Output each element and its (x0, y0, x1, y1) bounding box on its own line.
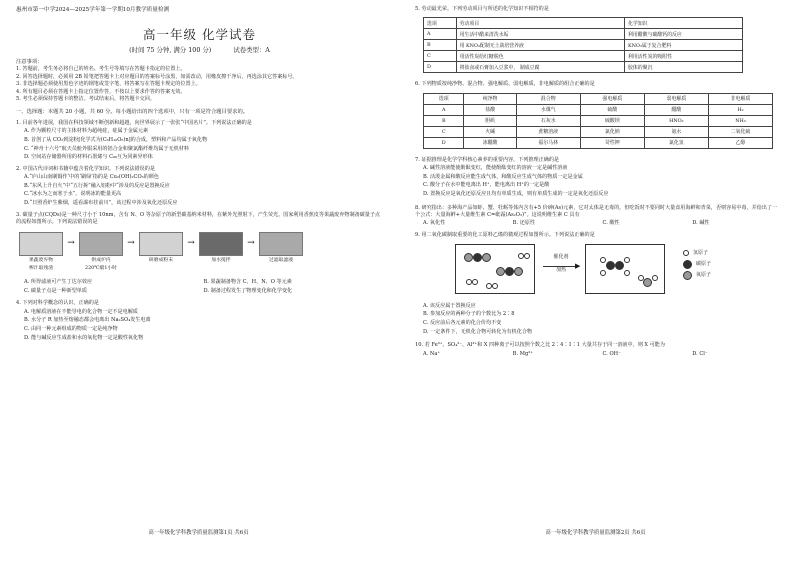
flow-step (136, 232, 186, 264)
option-b: B. 首创了从 CO₂到淀粉[化学式为(C₆H₁₀O₅)n]的合成，塑料和产品均属于氧化物 (24, 136, 208, 143)
carbon-atom-icon (606, 261, 615, 270)
note-item: 5. 考生必须保持答题卡的整洁。考试结束后，将答题卡交回。 (16, 96, 155, 103)
option-b: B. 果蔬制备物含 C、H、N、O 等元素 (203, 279, 292, 286)
arrow-right-icon: → (187, 238, 195, 249)
table-row (424, 62, 743, 73)
table-header: 强电解质 (580, 93, 644, 104)
table-row (424, 40, 743, 51)
table-cell: B (424, 115, 464, 126)
reactants-box (455, 244, 535, 294)
table-cell: 水煤气 (516, 104, 580, 115)
options-row (415, 219, 782, 228)
question-8 (415, 205, 782, 229)
oxygen-atom-icon (514, 267, 523, 276)
table-cell: C (424, 51, 457, 62)
option-b: B. Mg²⁺ (512, 350, 533, 357)
question-stem: 1. 目前各年进展，我国在科技领域不断创新和超越，向世界展示了一张张“中国名片”。下列说法正确的是 (16, 119, 252, 126)
flow-step-label: 加水搅拌 (211, 258, 231, 264)
arrow-right-icon: → (247, 238, 255, 249)
hydrogen-atom-icon (652, 275, 658, 281)
option-d: D. 一定条件下，无机化合物可转化为有机化合物 (423, 328, 533, 335)
option-b: B. 活泼金属和酸反应能生成气体，和酸反应生成气体的物质一定是金属 (423, 173, 583, 180)
flow-step-label: 研磨成粉末 (149, 258, 173, 264)
table-cell: D (424, 62, 457, 73)
table-header-row (424, 18, 743, 29)
filtrate-image (259, 232, 303, 256)
table-cell: 冰醋酸 (464, 137, 516, 148)
option-d: D. 碱性 (692, 220, 710, 227)
option-d: D.“日照香炉生紫烟，遥看瀑布挂前川”，该过程中涉及氧化还原反应 (24, 199, 178, 206)
question-10 (415, 342, 782, 358)
table-row (424, 137, 773, 148)
option-c: C.“冰水为之而寒于水”，说明冰的能量更高 (24, 191, 122, 198)
table-cell: 盐酸 (464, 104, 516, 115)
option-b: B. 参加反应的两种分子的个数比为 2∶8 (423, 311, 515, 318)
table-cell: 胆矾 (464, 115, 516, 126)
hydrogen-atom-icon (683, 250, 689, 256)
arrow-right-icon: → (127, 238, 135, 249)
fruit-waste-image (19, 232, 63, 256)
carbon-atom-icon (683, 260, 692, 269)
table-header: 弱电解质 (644, 93, 708, 104)
table-header: 混合物 (516, 93, 580, 104)
hydrogen-atom-icon (472, 279, 478, 285)
oxygen-atom-icon (482, 253, 491, 262)
table-cell: B (424, 40, 457, 51)
table-header: 选项 (424, 93, 464, 104)
carbon-atom-icon (473, 253, 482, 262)
table-cell: H₂ (708, 104, 772, 115)
table-header: 非电解质 (708, 93, 772, 104)
table-row (424, 115, 773, 126)
table-cell: 利用醋酸与碳酸钙的反应 (625, 29, 743, 40)
table-header: 化学知识 (625, 18, 743, 29)
table-cell: 火碱 (464, 126, 516, 137)
table-header: 选项 (424, 18, 457, 29)
table-cell: KNO₃属于复合肥料 (625, 40, 743, 51)
hydrogen-atom-icon (624, 270, 630, 276)
flow-step-label: 过滤取滤液 (269, 258, 293, 264)
hydrogen-atom-icon (624, 257, 630, 263)
process-flow-diagram (16, 232, 383, 276)
flow-step (196, 232, 246, 264)
atom-legend (683, 248, 711, 281)
legend-item (683, 259, 711, 270)
question-4 (16, 300, 383, 342)
table-cell: A (424, 29, 457, 40)
option-d: D. Cl⁻ (692, 350, 708, 357)
time-info: (时间 75 分钟, 满分 100 分) (129, 46, 212, 54)
option-a: A. Na⁺ (423, 350, 441, 357)
table-header-row (424, 93, 773, 104)
hydrogen-atom-icon (492, 283, 498, 289)
notes-title: 注意事项： (16, 59, 43, 65)
question-7 (415, 157, 782, 199)
q5-table (423, 17, 743, 73)
table-cell: 硫酸钡 (580, 115, 644, 126)
heat-label: 加热 (555, 266, 566, 273)
table-cell: 用 KNO₃配制无土栽培营养液 (456, 40, 624, 51)
question-1 (16, 120, 383, 162)
option-c: C. 由同一种元素组成的物质一定是纯净物 (24, 325, 118, 332)
table-cell: C (424, 126, 464, 137)
school-header: 惠州市第一中学2024—2025学年第一学期10月教学质量检测 (16, 7, 170, 13)
question-3 (16, 212, 383, 297)
products-box (585, 244, 665, 294)
option-a: A. 碱性溶液能使酚酞变红，能使酚酞变红的溶液一定是碱性溶液 (423, 165, 568, 172)
option-a: A. 所得滤液可产生丁达尔效应 (24, 279, 93, 286)
option-d: D. 能与碱反应生成盐和水的氧化物一定是酸性氧化物 (24, 334, 144, 341)
notes-list (16, 66, 383, 104)
table-cell: 石灰水 (516, 115, 580, 126)
hydrogen-atom-icon (600, 270, 606, 276)
oxygen-atom-icon (643, 278, 652, 287)
question-stem: 9. 用二氧化碳制取重要的化工原料乙烯的微观过程如图所示。下列说法正确的是 (415, 232, 595, 239)
legend-label: 氧原子 (696, 271, 712, 278)
flow-step (256, 232, 306, 264)
table-cell: NH₃ (708, 115, 772, 126)
section-heading: 一、选择题：本题共 20 小题，共 60 分。每小题给出的四个选项中，只有一项是符合题目要求的。 (16, 108, 249, 115)
legend-item (683, 248, 711, 259)
flow-step (76, 232, 126, 272)
question-stem: 7. 证据推理是化学学科核心素养的重要内容，下列推理正确的是 (415, 156, 560, 163)
table-cell: 乙醇 (708, 137, 772, 148)
table-cell: 用活性炭给红糖脱色 (456, 51, 624, 62)
table-cell: 蔗糖溶液 (516, 126, 580, 137)
hydrogen-atom-icon (524, 253, 530, 259)
table-header: 劳动项目 (456, 18, 624, 29)
question-stem: 3. 碳量子点(CQDs)是一种尺寸小于 10nm，含有 N、O 等杂原子的新型碳基纳米材料，在紫外光照射下，产生荧光。国家利用香蕉皮等果蔬废弃物制备碳量子点的流程如图所示。下列说法错误的是 (16, 211, 381, 225)
note-item: 3. 非选择题必须使用黑色字迹的钢笔或签字笔，将答案写在答题卡规定的位置上。 (16, 81, 201, 88)
option-b: B.“东风上升自火”中“五行拆”融入铝粉中“涉及的反应是置换反应 (24, 182, 170, 189)
table-cell: 苛性钾 (580, 137, 644, 148)
table-cell: 醋酸 (644, 104, 708, 115)
option-b: B. 水分子 R 加热至熔融态都会电离出 Na₂SO₄发生电离 (24, 317, 151, 324)
exam-title: 高一年级 化学试卷 (143, 27, 256, 42)
table-cell: 将盐卤或石膏加入豆浆中， 制成豆腐 (456, 62, 624, 73)
table-cell: 氯化钠 (580, 126, 644, 137)
flow-step-sublabel: 榨汁取残渣 (29, 266, 53, 272)
exam-subtitle (16, 45, 383, 54)
option-c: C. 碳量子点是一种新型单质 (24, 288, 87, 295)
furnace-image (79, 232, 123, 256)
question-stem: 10. 若 Fe³⁺、SO₄²⁻、Al³⁺和 X 四种离子可以按照个数之比 2∶4∶1∶1 大量共存于同一溶液中，则 X 可能为 (415, 342, 665, 349)
question-stem: 8. 研究指出：多种海产品如虾、蟹、牡蛎等体内含有+5 价砷(As)元素，它对太体是无毒的，但吃饭时不要同时大量食用海鲜和青菜，否则容易中毒，并给出了一个公式：大量海鲜+大量维生素 C=砒霜(As₂O₃)”。这说明维生素 C 具有 (415, 204, 778, 218)
table-row (424, 29, 743, 40)
flow-step (16, 232, 66, 272)
table-cell: 用生活中醋来清洗水垢 (456, 29, 624, 40)
option-c: C. OH⁻ (602, 350, 621, 357)
option-a: A. 该反应属于置换反应 (423, 302, 476, 309)
table-cell: 硫酸 (580, 104, 644, 115)
option-c: C. “神舟十六号”航天员舱外服采用的铝合金和聚氯酯纤维均属于无机材料 (24, 145, 189, 152)
option-d: D. 置换反应是氧化还原反应且均有单质生成，则有单质生成的一定是氧化还原反应 (423, 191, 609, 197)
q6-table (423, 93, 773, 149)
table-header: 纯净物 (464, 93, 516, 104)
options-row (16, 278, 383, 287)
legend-label: 氢原子 (693, 249, 709, 256)
option-a: A.“庐山山南刷铜作‘中的‘刷绿’指的是 Cu₂(OH)₂CO₃的颜色 (24, 174, 159, 181)
carbon-atom-icon (615, 261, 624, 270)
page-footer: 高一年级化学科教学质量监测第2页 共6页 (545, 530, 646, 536)
oxygen-atom-icon (464, 253, 473, 262)
table-row (424, 126, 773, 137)
question-stem: 5. 劳动最光荣。下列劳动项目与所述的化学知识不相符的是 (415, 6, 549, 12)
question-5 (415, 6, 782, 73)
question-stem: 6. 下列物质按纯净物、混合物、强电解质、弱电解质、非电解质的组合正确的是 (415, 81, 595, 88)
legend-label: 碳原子 (696, 260, 712, 267)
note-item: 4. 所有题目必须在答题卡上指定位置作答，不按以上要求作答的答案无效。 (16, 88, 186, 95)
catalyst-label: 催化剂 (553, 253, 569, 260)
question-6 (415, 81, 782, 148)
option-b: B. 还原性 (512, 220, 536, 227)
exam-page-2 (397, 0, 794, 561)
option-a: A. 电解质溶液在不能导电的化合物一定不是电解质 (24, 308, 138, 315)
oxygen-atom-icon (683, 271, 692, 280)
table-cell: 二氧化硫 (708, 126, 772, 137)
arrow-right-icon: ▶ (575, 261, 581, 270)
table-cell: 氨水 (644, 126, 708, 137)
option-c: C. 酸性 (602, 220, 620, 227)
question-2 (16, 166, 383, 208)
carbon-atom-icon (505, 267, 514, 276)
table-row (424, 104, 773, 115)
question-stem: 4. 下列对科学概念的认识，正确的是 (16, 300, 99, 307)
reaction-diagram (455, 244, 745, 300)
table-cell: D (424, 137, 464, 148)
note-item: 2. 回答选择题时，必须用 2B 铅笔把答题卡上对应题目的答案标号涂黑，如需改动，用橡皮擦干净后，再选涂其它答案标号。 (16, 73, 298, 80)
table-cell: A (424, 104, 464, 115)
reaction-arrow (543, 266, 579, 267)
note-item: 1. 答题前，考生务必将自己的姓名、考生号等填写在答题卡指定的位置上。 (16, 66, 186, 72)
oxygen-atom-icon (496, 267, 505, 276)
page-footer: 高一年级化学科教学质量监测第1页 共6页 (148, 530, 249, 536)
options-row (16, 287, 383, 296)
paper-type: 试卷类型：A (233, 46, 270, 54)
table-cell: 氯化氢 (644, 137, 708, 148)
question-9 (415, 232, 782, 336)
table-row (424, 51, 743, 62)
question-stem: 2. 中国古代诗词和书籍中蕴含着化学知识。下列说法错误的是 (16, 165, 155, 172)
flow-step-sublabel: 220℃煅1小时 (85, 266, 117, 272)
table-cell: 利用活性炭的吸附性 (625, 51, 743, 62)
table-cell: 胶体的聚沉 (625, 62, 743, 73)
option-c: C. 酸分子在水中能电离出 H⁺，能电离出 H⁺的一定是酸 (423, 182, 550, 189)
legend-item (683, 270, 711, 281)
hydrogen-atom-icon (600, 257, 606, 263)
mortar-image (139, 232, 183, 256)
option-a: A. 氧化性 (423, 220, 446, 227)
table-cell: HNO₂ (644, 115, 708, 126)
flow-step-label: 果蔬废弃物 (29, 258, 53, 264)
arrow-right-icon: → (67, 238, 75, 249)
options-row (415, 350, 782, 359)
option-d: D. 空间站存储器所用的材料石墨烯与 C₆₀互为同素异形体 (24, 154, 153, 161)
option-d: D. 制备过程发生了物理变化和化学变化 (203, 288, 293, 295)
table-cell: 福尔马林 (516, 137, 580, 148)
option-a: A. 作为颗粒尺寸的主体材料为超纯硅，硅属于金属元素 (24, 128, 149, 135)
option-c: C. 反应前后各元素的化合价均不变 (423, 320, 502, 326)
flow-step-label: 烘成炉内 (91, 258, 111, 264)
stirring-image (199, 232, 243, 256)
